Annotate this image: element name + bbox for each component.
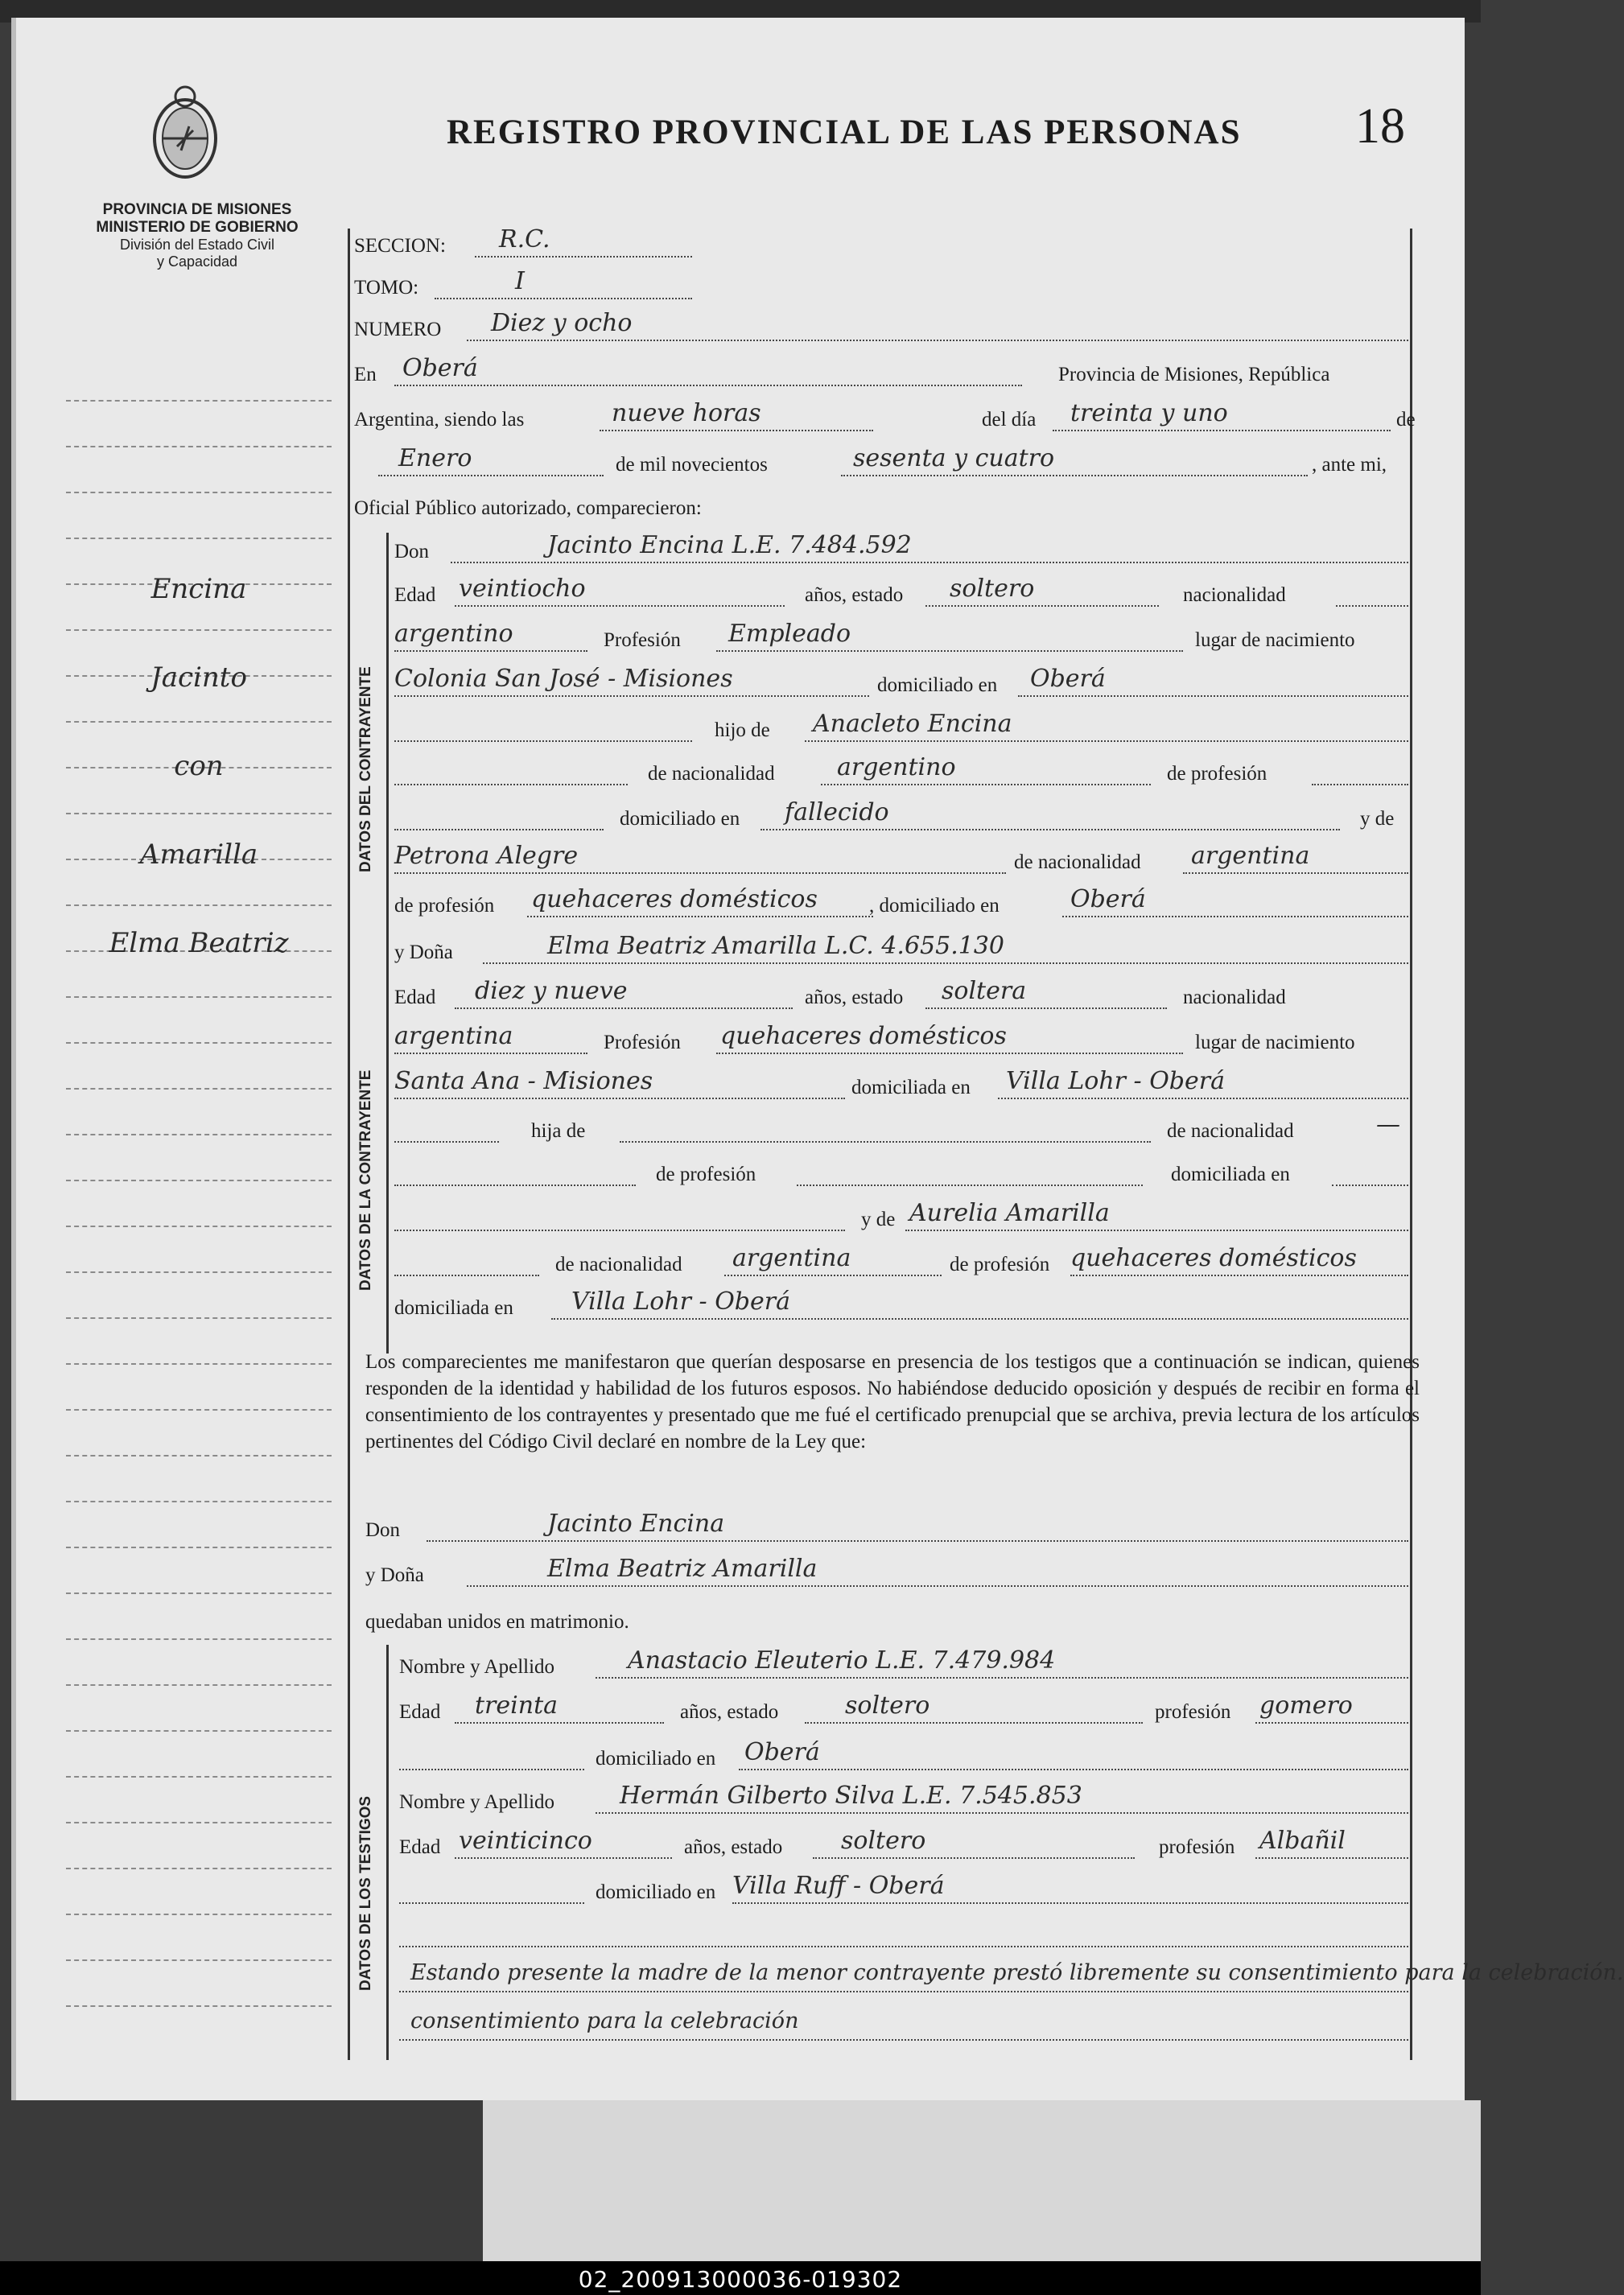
row-novia-madre-nac [354, 1244, 1424, 1279]
y-de-label: y de [1360, 808, 1395, 830]
numero-value: Diez y ocho [491, 309, 633, 337]
testigo1-estado: soltero [845, 1691, 930, 1720]
novia-madre-nac: argentina [732, 1244, 851, 1272]
lugar-value: Oberá [402, 354, 478, 382]
closing-note-line2: consentimiento para la celebración [410, 2009, 799, 2033]
testigo1-profesion: gomero [1259, 1691, 1353, 1720]
profesion-label: profesión [1159, 1836, 1235, 1858]
don-label: Don [365, 1519, 401, 1541]
testigo2-edad: veinticinco [459, 1827, 592, 1855]
de-label: de [1396, 409, 1416, 431]
hora-value: nueve horas [612, 399, 761, 427]
dona-final: Elma Beatriz Amarilla [547, 1555, 818, 1583]
testigo2-nombre: Hermán Gilberto Silva L.E. 7.545.853 [620, 1782, 1082, 1810]
row-novia-padre [354, 1110, 1424, 1146]
novia-domicilio: Villa Lohr - Oberá [1006, 1067, 1225, 1095]
don-final: Jacinto Encina [547, 1510, 725, 1538]
row-don [354, 531, 1424, 567]
seccion-label: SECCION: [354, 235, 446, 257]
section-testigos-label: DATOS DE LOS TESTIGOS [357, 1795, 374, 1991]
row-novia-madre [354, 1199, 1424, 1234]
underlying-page [483, 2100, 1481, 2261]
domiciliado-label: domiciliado en [596, 1881, 716, 1903]
section-contrayente-label: DATOS DEL CONTRAYENTE [357, 666, 374, 872]
margin-note: Elma Beatriz [109, 927, 289, 959]
row-testigo2-edad [354, 1827, 1424, 1862]
mes-value: Enero [398, 444, 472, 472]
oficial-label: Oficial Público autorizado, comparecieron: [354, 497, 702, 519]
row-en [354, 354, 1424, 389]
nombre-apellido-label: Nombre y Apellido [399, 1791, 555, 1813]
row-testigo2-nombre [354, 1782, 1424, 1817]
row-hora [354, 399, 1424, 435]
anio-value: sesenta y cuatro [853, 444, 1055, 472]
novia-nombre: Elma Beatriz Amarilla L.C. 4.655.130 [547, 932, 1005, 960]
row-novio-padre-nac [354, 753, 1424, 789]
org-division: División del Estado Civil [119, 237, 275, 253]
novia-madre-dom: Villa Lohr - Oberá [571, 1288, 790, 1316]
novia-madre: Aurelia Amarilla [909, 1199, 1110, 1227]
row-testigo2-dom [354, 1872, 1424, 1907]
left-rule [348, 229, 350, 2060]
domiciliada-label: domiciliada en [1171, 1164, 1290, 1185]
novio-padre-dom: fallecido [785, 798, 889, 826]
margin-note: con [174, 750, 224, 782]
de-mil-label: de mil novecientos [616, 454, 768, 476]
numero-label: NUMERO [354, 319, 442, 340]
nacionalidad-label: nacionalidad [1183, 584, 1286, 606]
profesion-label: Profesión [604, 629, 681, 651]
provincia-label: Provincia de Misiones, República [1058, 364, 1330, 385]
de-nacionalidad-label: de nacionalidad [555, 1254, 682, 1275]
de-nacionalidad-label: de nacionalidad [1167, 1120, 1294, 1142]
row-novio-madre-prof [354, 885, 1424, 921]
tomo-label: TOMO: [354, 277, 419, 299]
coat-of-arms-icon [145, 82, 225, 183]
anos-estado-label: años, estado [680, 1701, 779, 1723]
testigo1-nombre: Anastacio Eleuterio L.E. 7.479.984 [628, 1646, 1056, 1675]
row-dona-final [354, 1555, 1424, 1590]
row-closing-2 [354, 2009, 1424, 2044]
novia-lugar-nac: Santa Ana - Misiones [394, 1067, 653, 1095]
domiciliada-label: domiciliada en [851, 1077, 971, 1098]
org-province: PROVINCIA DE MISIONES [102, 201, 292, 218]
anos-estado-label: años, estado [805, 584, 904, 606]
novio-madre-dom: Oberá [1070, 885, 1146, 913]
testigo1-domicilio: Oberá [744, 1738, 820, 1766]
declaration-paragraph: Los comparecientes me manifestaron que querían desposarse en presencia de los testigos que a continuación se indican, quienes responden de la identidad y habilidad de los futuros esposos. No habiéndose deducido oposición y después de recibir en forma el consentimiento de los contrayentes y presentado que me fué el certificado prenupcial que se archiva, previa lectura de los artículos pertinentes del Código Civil declaré en nombre de la Ley que: [365, 1351, 1420, 1452]
novio-madre-nac: argentina [1191, 842, 1310, 870]
nombre-apellido-label: Nombre y Apellido [399, 1656, 555, 1678]
novia-nacionalidad: argentina [394, 1022, 513, 1050]
profesion-label: Profesión [604, 1032, 681, 1053]
domiciliado-label: domiciliado en [877, 674, 998, 696]
novio-profesion: Empleado [728, 620, 851, 648]
domiciliado-label: , domiciliado en [869, 895, 1000, 917]
siendo-label: Argentina, siendo las [354, 409, 525, 431]
nacionalidad-label: nacionalidad [1183, 987, 1286, 1008]
hijo-de-label: hijo de [715, 719, 770, 741]
anos-estado-label: años, estado [805, 987, 904, 1008]
row-anio [354, 444, 1424, 480]
novio-domicilio: Oberá [1030, 665, 1106, 693]
row-testigo1-edad [354, 1691, 1424, 1727]
novio-nombre: Jacinto Encina L.E. 7.484.592 [547, 531, 912, 559]
de-nacionalidad-label: de nacionalidad [648, 763, 775, 785]
novia-madre-prof: quehaceres domésticos [1070, 1244, 1357, 1272]
row-oficial [354, 491, 1424, 523]
novio-madre-prof: quehaceres domésticos [531, 885, 818, 913]
row-novio-madre [354, 842, 1424, 877]
tomo-value: I [515, 267, 525, 295]
quedaban-label: quedaban unidos en matrimonio. [365, 1611, 629, 1633]
margin-note: Encina [150, 573, 247, 605]
testigo1-edad: treinta [475, 1691, 559, 1720]
testigo2-profesion: Albañil [1259, 1827, 1346, 1855]
row-novia-padre-prof [354, 1157, 1424, 1189]
novia-estado: soltera [942, 977, 1027, 1005]
testigo2-domicilio: Villa Ruff - Oberá [732, 1872, 945, 1900]
domiciliado-label: domiciliado en [596, 1748, 716, 1770]
novia-padre-nac: — [1376, 1110, 1400, 1139]
row-testigo1-nombre [354, 1646, 1424, 1682]
novio-padre-nac: argentino [837, 753, 956, 781]
novia-edad: diez y nueve [475, 977, 628, 1005]
row-dona [354, 932, 1424, 967]
row-seccion [354, 225, 1424, 261]
row-quedaban [354, 1605, 1424, 1637]
novio-padre: Anacleto Encina [813, 710, 1012, 738]
hija-de-label: hija de [531, 1120, 586, 1142]
seccion-value: R.C. [499, 225, 550, 253]
de-profesion-label: de profesión [394, 895, 495, 917]
row-blank [354, 1918, 1424, 1951]
testigo2-estado: soltero [841, 1827, 926, 1855]
margin-note: Jacinto [150, 661, 247, 694]
edad-label: Edad [399, 1836, 441, 1858]
image-caption: 02_200913000036-019302 [578, 2266, 903, 2293]
domiciliado-label: domiciliado en [620, 808, 740, 830]
row-don-final [354, 1510, 1424, 1545]
row-novia-madre-dom [354, 1288, 1424, 1323]
de-profesion-label: de profesión [950, 1254, 1050, 1275]
row-novia-edad [354, 977, 1424, 1012]
dia-value: treinta y uno [1070, 399, 1228, 427]
row-novia-domicilio [354, 1067, 1424, 1102]
edad-label: Edad [394, 584, 436, 606]
closing-note-line1: Estando presente la madre de la menor contrayente prestó libremente su consentimiento para la celebración. [410, 1960, 1624, 1985]
don-label: Don [394, 541, 430, 562]
row-novio-profesion [354, 620, 1424, 655]
row-closing-1 [354, 1960, 1624, 1996]
novio-edad: veintiocho [459, 575, 586, 603]
row-tomo [354, 267, 1424, 303]
novio-nacionalidad: argentino [394, 620, 513, 648]
org-ministry: MINISTERIO DE GOBIERNO [96, 219, 299, 236]
row-novia-profesion [354, 1022, 1424, 1057]
row-novio-padre-dom [354, 798, 1424, 834]
section-contrayente-f-label: DATOS DE LA CONTRAYENTE [357, 1069, 374, 1291]
de-profesion-label: de profesión [1167, 763, 1267, 785]
novia-profesion: quehaceres domésticos [720, 1022, 1007, 1050]
novio-lugar-nac: Colonia San José - Misiones [394, 665, 733, 693]
y-dona-label: y Doña [365, 1564, 424, 1586]
row-novio-padre [354, 710, 1424, 745]
lugar-nac-label: lugar de nacimiento [1195, 1032, 1355, 1053]
ante-mi-label: , ante mi, [1312, 454, 1387, 476]
row-numero [354, 309, 1424, 344]
y-de-label: y de [861, 1209, 896, 1230]
row-novio-domicilio [354, 665, 1424, 700]
margin-note: Amarilla [139, 838, 258, 871]
del-dia-label: del día [982, 409, 1037, 431]
profesion-label: profesión [1155, 1701, 1231, 1723]
y-dona-label: y Doña [394, 941, 453, 963]
lugar-nac-label: lugar de nacimiento [1195, 629, 1355, 651]
row-novio-edad [354, 575, 1424, 610]
page-number: 18 [1355, 99, 1405, 154]
de-profesion-label: de profesión [656, 1164, 756, 1185]
novio-estado: soltero [950, 575, 1035, 603]
anos-estado-label: años, estado [684, 1836, 783, 1858]
register-page [11, 18, 1624, 2100]
org-capacity: y Capacidad [156, 253, 238, 270]
domiciliada-label: domiciliada en [394, 1297, 513, 1319]
row-testigo1-dom [354, 1738, 1424, 1774]
novio-madre: Petrona Alegre [394, 842, 579, 870]
organization-block [48, 201, 346, 270]
edad-label: Edad [399, 1701, 441, 1723]
edad-label: Edad [394, 987, 436, 1008]
de-nacionalidad-label: de nacionalidad [1014, 851, 1141, 873]
en-label: En [354, 364, 377, 385]
page-title: REGISTRO PROVINCIAL DE LAS PERSONAS [447, 113, 1242, 151]
